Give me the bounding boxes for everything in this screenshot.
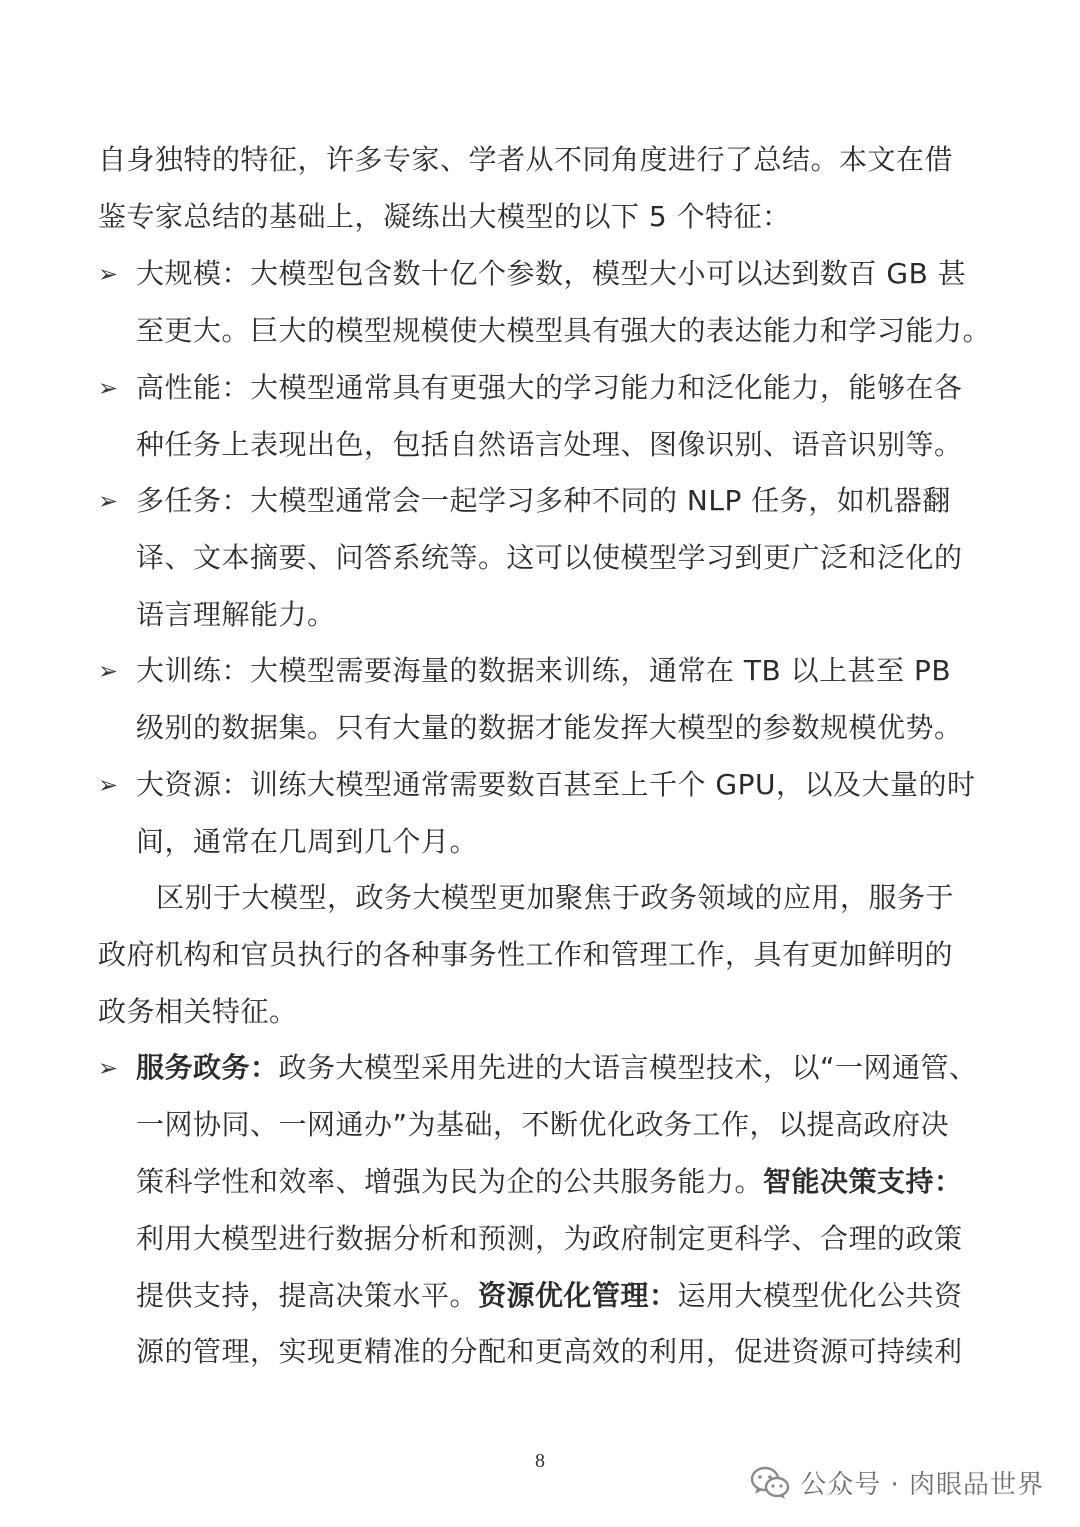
bullet-arrow-icon: ➢ bbox=[98, 260, 119, 288]
gov-feature-heading-resource: 资源优化管理： bbox=[478, 1279, 678, 1312]
feature-5-line-2: 间，通常在几周到几个月。 bbox=[136, 825, 479, 858]
bullet-arrow-icon: ➢ bbox=[98, 1054, 119, 1082]
watermark-text: 公众号 · 肉眼品世界 bbox=[800, 1470, 1044, 1500]
gov-feature-line-2: 一网协同、一网通办”为基础，不断优化政务工作，以提高政府决 bbox=[136, 1108, 950, 1141]
gov-feature-line-6: 源的管理，实现更精准的分配和更高效的利用，促进资源可持续利 bbox=[136, 1335, 963, 1368]
intro-line-1: 自身独特的特征，许多专家、学者从不同角度进行了总结。本文在借 bbox=[98, 143, 954, 176]
feature-1-line-1: 大规模：大模型包含数十亿个参数，模型大小可以达到数百 GB 甚 bbox=[136, 257, 967, 290]
feature-3-line-3: 语言理解能力。 bbox=[136, 598, 336, 631]
intro-line-2: 鉴专家总结的基础上，凝练出大模型的以下 5 个特征： bbox=[98, 200, 791, 233]
feature-5-line-1: 大资源：训练大模型通常需要数百甚至上千个 GPU，以及大量的时 bbox=[136, 768, 976, 801]
feature-4-line-1: 大训练：大模型需要海量的数据来训练，通常在 TB 以上甚至 PB bbox=[136, 654, 952, 687]
gov-feature-line-4: 利用大模型进行数据分析和预测，为政府制定更科学、合理的政策 bbox=[136, 1222, 963, 1255]
gov-feature-line-3 bbox=[136, 1162, 963, 1202]
bullet-arrow-icon: ➢ bbox=[98, 771, 119, 799]
gov-feature-text: 策科学性和效率、增强为民为企的公共服务能力。 bbox=[136, 1165, 764, 1198]
gov-feature-text: 政务大模型采用先进的大语言模型技术，以“一网通管、 bbox=[278, 1051, 978, 1084]
feature-1-line-2: 至更大。巨大的模型规模使大模型具有强大的表达能力和学习能力。 bbox=[136, 314, 992, 347]
feature-2-line-2: 种任务上表现出色，包括自然语言处理、图像识别、语音识别等。 bbox=[136, 428, 963, 461]
gov-feature-heading-service: 服务政务： bbox=[136, 1051, 279, 1084]
bullet-arrow-icon: ➢ bbox=[98, 657, 119, 685]
feature-2-line-1: 高性能：大模型通常具有更强大的学习能力和泛化能力，能够在各 bbox=[136, 371, 963, 404]
gov-feature-text: 运用大模型优化公共资 bbox=[677, 1279, 963, 1312]
gov-feature-line-1 bbox=[136, 1048, 978, 1088]
gov-feature-line-5 bbox=[136, 1276, 963, 1316]
gov-paragraph-line-2: 政府机构和官员执行的各种事务性工作和管理工作，具有更加鲜明的 bbox=[98, 938, 954, 971]
bullet-arrow-icon: ➢ bbox=[98, 374, 119, 402]
wechat-icon bbox=[750, 1466, 790, 1500]
feature-3-line-2: 译、文本摘要、问答系统等。这可以使模型学习到更广泛和泛化的 bbox=[136, 541, 963, 574]
feature-3-line-1: 多任务：大模型通常会一起学习多种不同的 NLP 任务，如机器翻 bbox=[136, 484, 951, 517]
gov-feature-heading-decision: 智能决策支持： bbox=[763, 1165, 963, 1198]
gov-paragraph-line-3: 政务相关特征。 bbox=[98, 995, 298, 1028]
watermark bbox=[750, 1464, 1044, 1501]
page-number: 8 bbox=[535, 1450, 545, 1472]
gov-paragraph-line-1: 区别于大模型，政务大模型更加聚焦于政务领域的应用，服务于 bbox=[156, 881, 955, 914]
gov-feature-text: 提供支持，提高决策水平。 bbox=[136, 1279, 479, 1312]
feature-4-line-2: 级别的数据集。只有大量的数据才能发挥大模型的参数规模优势。 bbox=[136, 711, 963, 744]
bullet-arrow-icon: ➢ bbox=[98, 487, 119, 515]
